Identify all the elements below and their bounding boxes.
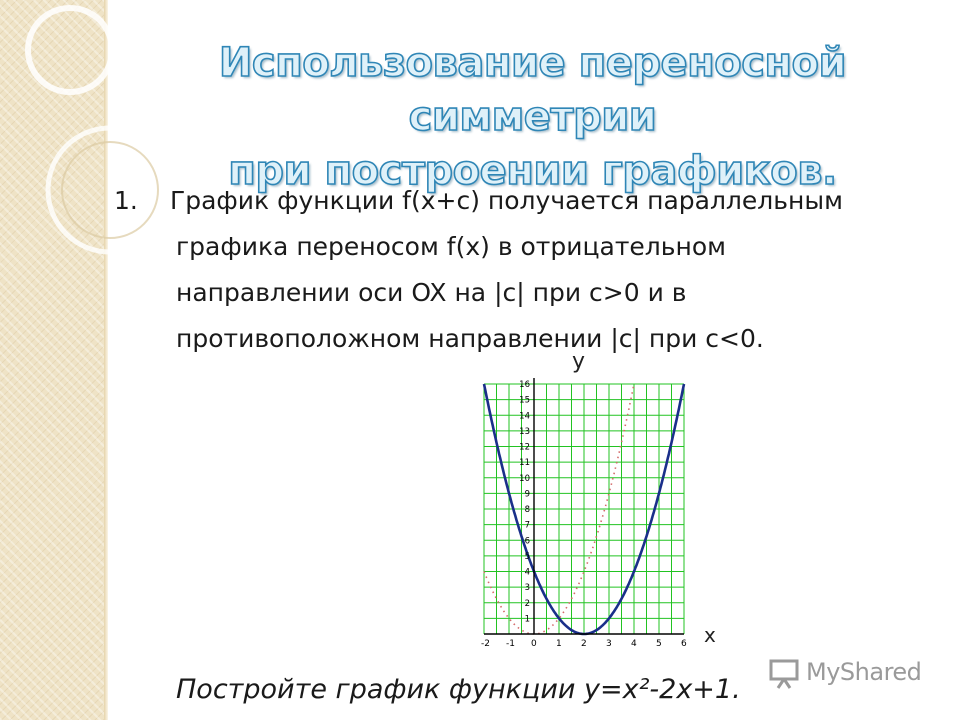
- y-tick-label: 11: [519, 458, 530, 469]
- graph-canvas: [470, 346, 730, 656]
- body-line-1: График функции f(x+c) получается параллельным: [170, 186, 843, 215]
- x-axis-label: x: [704, 623, 716, 647]
- x-tick-label: 0: [531, 639, 537, 649]
- x-tick-label: 2: [581, 639, 587, 649]
- y-tick-label: 14: [519, 411, 530, 422]
- list-number: 1.: [114, 186, 138, 215]
- x-tick-label: 5: [656, 639, 662, 649]
- y-tick-label: 8: [524, 505, 530, 515]
- x-tick-label: 6: [681, 639, 687, 649]
- presentation-icon: [768, 656, 802, 690]
- y-axis-label: y: [572, 349, 586, 374]
- y-tick-label: 7: [524, 520, 530, 531]
- y-tick-label: 15: [519, 395, 530, 406]
- y-tick-label: 13: [519, 426, 530, 437]
- rule-paragraph: [114, 178, 960, 362]
- watermark-text: MyShared: [806, 658, 922, 686]
- x-tick-label: -1: [506, 639, 515, 649]
- title-line-1: Использование переносной симметрии: [218, 40, 847, 140]
- y-tick-label: 16: [519, 380, 530, 390]
- x-tick-label: -2: [481, 639, 490, 649]
- y-tick-label: 4: [524, 567, 530, 578]
- body-line-3: направлении оси OX на |c| при c>0 и в: [176, 278, 687, 307]
- y-tick-label: 12: [519, 442, 530, 453]
- watermark-logo: [768, 654, 948, 694]
- slide-title: [105, 36, 960, 194]
- body-line-2: графика переносом f(x) в отрицательном: [176, 232, 726, 261]
- y-tick-label: 6: [524, 536, 530, 547]
- title-line-2: при построении графиков.: [228, 148, 837, 194]
- task-statement: Постройте график функции y=x²-2x+1.: [176, 674, 741, 705]
- x-tick-label: 4: [631, 639, 637, 649]
- y-tick-label: 5: [524, 551, 530, 562]
- y-tick-label: 1: [524, 614, 530, 625]
- function-graph: [470, 346, 730, 656]
- x-tick-label: 3: [606, 639, 612, 649]
- x-tick-label: 1: [556, 639, 562, 649]
- y-tick-label: 3: [524, 583, 530, 594]
- y-tick-label: 10: [519, 473, 530, 484]
- y-tick-label: 9: [524, 489, 530, 500]
- y-tick-label: 2: [524, 598, 530, 609]
- body-line-4: противоположном направлении |c| при c<0.: [176, 324, 764, 353]
